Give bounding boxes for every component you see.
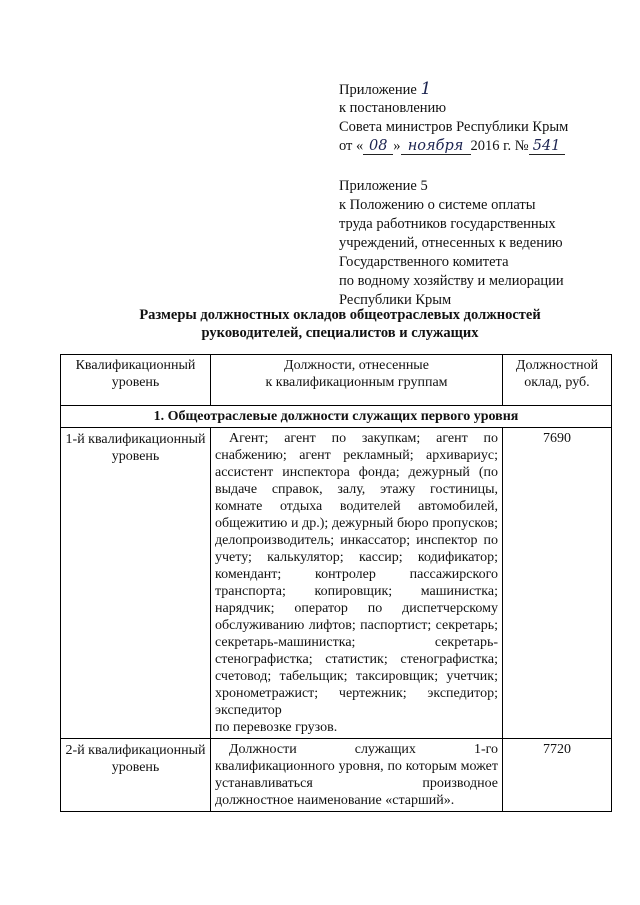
appendix-1-line-3: Совета министров Республики Крым	[339, 119, 569, 135]
header-level-line-1: Квалификационный	[75, 358, 196, 373]
section-title: 1. Общеотраслевые должности служащих первого уровня	[61, 406, 612, 428]
row-1-level-line-2: уровень	[111, 449, 160, 464]
appendix-5-line-2: к Положению о системе оплаты	[339, 197, 536, 213]
appendix-5-line-1: Приложение 5	[339, 178, 428, 194]
row-2-positions-last: должностное наименование «старший».	[215, 793, 455, 808]
appendix-5-line-4: учреждений, отнесенных к ведению	[339, 235, 563, 251]
row-1-level	[61, 428, 211, 739]
row-1-positions-last: по перевозке грузов.	[215, 720, 338, 735]
table-row	[61, 428, 612, 739]
header-positions-line-1: Должности, отнесенные	[284, 358, 429, 373]
date-day: 08	[363, 139, 393, 155]
date-year: 2016 г. №	[470, 138, 529, 154]
appendix-1-date	[339, 137, 629, 156]
date-month: ноября	[401, 139, 471, 155]
date-prefix: от «	[339, 138, 364, 154]
row-1-level-line-1: 1-й квалификационный	[65, 432, 206, 447]
row-1-positions-text: Агент; агент по закупкам; агент по снабжению; агент рекламный; архивариус; ассистент инспектора фонда; дежурный (по выдаче справок, залу, этажу гостиницы, комнате отдыха водителей автомобилей, общежитию и др.); дежурный бюро пропусков; делопроизводитель; инкассатор; инспектор по учету; калькулятор; кассир; кодификатор; комендант; контролер пассажирского транспорта; копировщик; машинистка; нарядчик; оператор по диспетчерскому обслуживанию лифтов; паспортист; секретарь; секретарь-машинистка; секретарь-стенографистка; статистик; стенографистка; счетовод; табельщик; таксировщик; учетчик; хронометражист; чертежник; экспедитор; экспедитор	[215, 431, 498, 718]
header-positions-line-2: к квалификационным группам	[265, 375, 448, 390]
document-title-line-2: руководителей, специалистов и служащих	[201, 325, 479, 341]
row-2-level-line-1: 2-й квалификационный	[65, 743, 206, 758]
row-2-level-line-2: уровень	[111, 760, 160, 775]
date-quote-close: »	[393, 138, 401, 154]
row-2-level	[61, 739, 211, 812]
appendix-1-heading	[339, 80, 629, 99]
appendix-1-line-2: к постановлению	[339, 100, 447, 116]
header-salary-line-2: оклад, руб.	[524, 375, 590, 390]
section-row	[61, 406, 612, 428]
row-2-positions	[211, 739, 503, 812]
header-level-line-2: уровень	[111, 375, 160, 390]
table-header-row	[61, 355, 612, 406]
appendix-1-number: 1	[420, 79, 432, 99]
row-1-positions	[211, 428, 503, 739]
header-level	[61, 355, 211, 406]
appendix-1-block	[339, 80, 629, 310]
row-2-salary: 7720	[503, 739, 612, 812]
appendix-5-line-7: Республики Крым	[339, 292, 452, 308]
appendix-5-line-5: Государственного комитета	[339, 254, 509, 270]
table-row	[61, 739, 612, 812]
header-positions	[211, 355, 503, 406]
appendix-5-line-3: труда работников государственных	[339, 216, 556, 232]
row-1-salary: 7690	[503, 428, 612, 739]
date-number: 541	[529, 139, 565, 155]
row-2-positions-text: Должности служащих 1-го квалификационного уровня, по которым может устанавливаться производное	[215, 742, 498, 791]
document-title-line-1: Размеры должностных окладов общеотраслевых должностей	[139, 307, 541, 323]
appendix-1-label: Приложение	[339, 82, 417, 98]
header-salary	[503, 355, 612, 406]
header-salary-line-1: Должностной	[515, 358, 599, 373]
appendix-5-line-6: по водному хозяйству и мелиорации	[339, 273, 564, 289]
salary-table	[60, 354, 612, 812]
